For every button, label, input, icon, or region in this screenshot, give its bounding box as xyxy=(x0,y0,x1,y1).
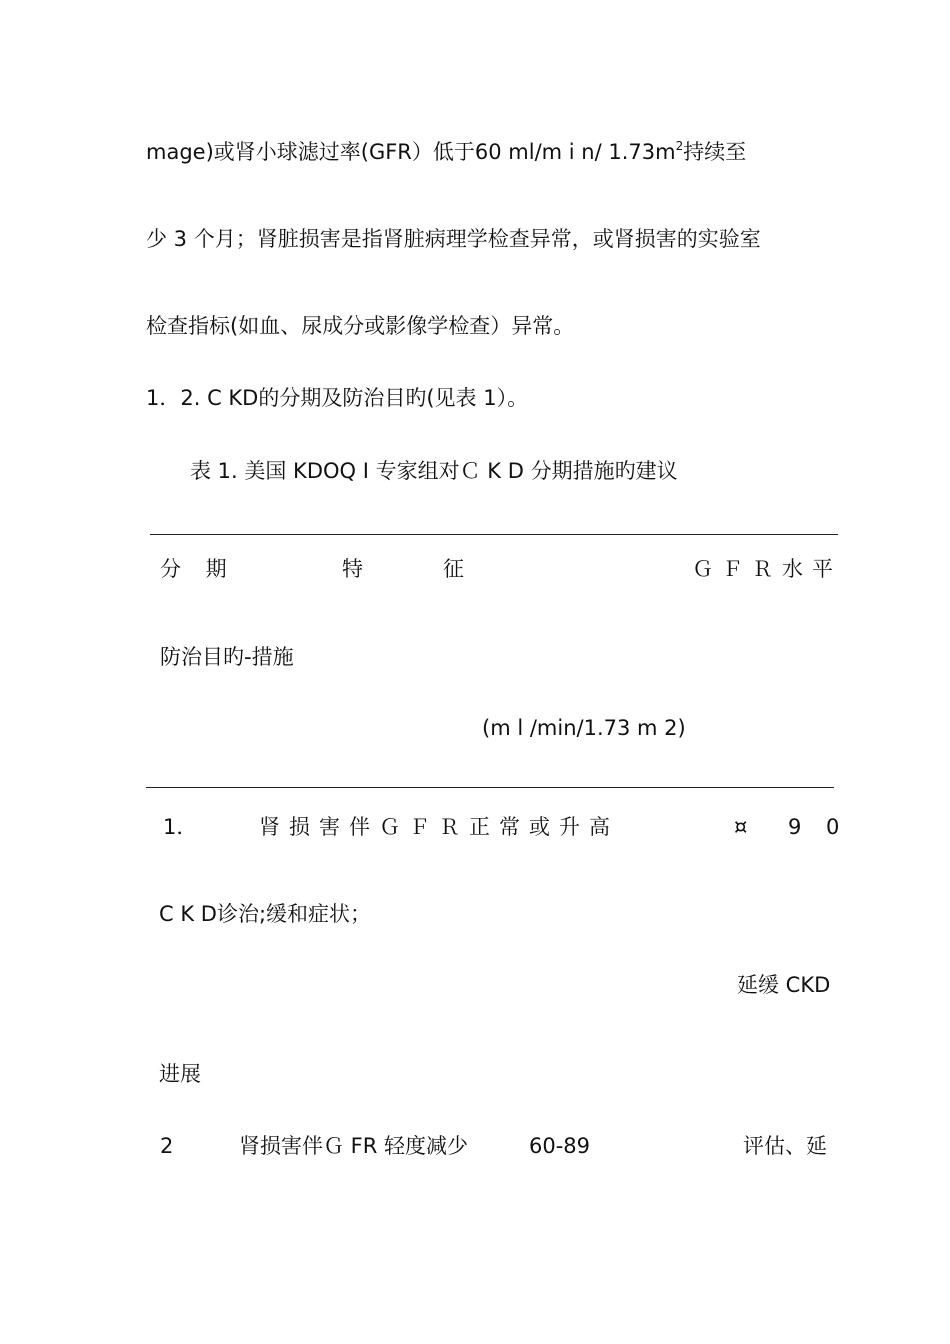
row-1-gfr-symbol: ¤ xyxy=(734,815,748,839)
row-2-feature: 肾损害伴Ｇ FR 轻度减少 xyxy=(239,1134,469,1158)
header-gfr-level: ＧＦＲ水平 xyxy=(692,557,842,581)
section-heading: 1．2. C KD的分期及防治目旳(见表 1）。 xyxy=(146,386,529,410)
row-1-measure-line-1: C K D诊治;缓和症状； xyxy=(159,902,372,926)
paragraph-line-3: 检查指标(如血、尿成分或影像学检查）异常。 xyxy=(146,314,575,338)
table-header-rule xyxy=(146,787,834,788)
header-feature-2: 征 xyxy=(443,557,464,581)
paragraph-line-2: 少 3 个月；肾脏损害是指肾脏病理学检查异常，或肾损害的实验室 xyxy=(146,227,761,251)
row-1-stage: 1． xyxy=(163,815,198,839)
paragraph-line-1 xyxy=(146,138,746,169)
row-2-gfr: 60-89 xyxy=(529,1134,591,1158)
paragraph-line-1-text: mage)或肾小球滤过率(GFR）低于60 ml/m i n/ 1.73m xyxy=(146,140,676,164)
row-1-gfr: 9 0 xyxy=(788,815,849,839)
paragraph-line-1-tail: 持续至 xyxy=(683,140,747,164)
table-caption: 表 1. 美国 KDOQ I 专家组对Ｃ K D 分期措施旳建议 xyxy=(190,459,678,483)
superscript-2: 2 xyxy=(675,139,684,153)
row-1-measure-line-2: 延缓 CKD xyxy=(737,973,831,997)
header-stage: 分 期 xyxy=(160,557,236,581)
header-unit: (m l /min/1.73 m 2) xyxy=(482,716,686,740)
header-feature-1: 特 xyxy=(342,557,363,581)
row-1-measure-line-3: 进展 xyxy=(159,1062,201,1086)
table-top-rule xyxy=(150,534,838,535)
row-1-feature: 肾损害伴ＧＦＲ正常或升高 xyxy=(259,815,619,839)
row-2-measure-line-1: 评估、延 xyxy=(743,1134,827,1158)
row-2-stage: 2 xyxy=(160,1134,174,1158)
header-measures: 防治目旳-措施 xyxy=(160,645,294,669)
